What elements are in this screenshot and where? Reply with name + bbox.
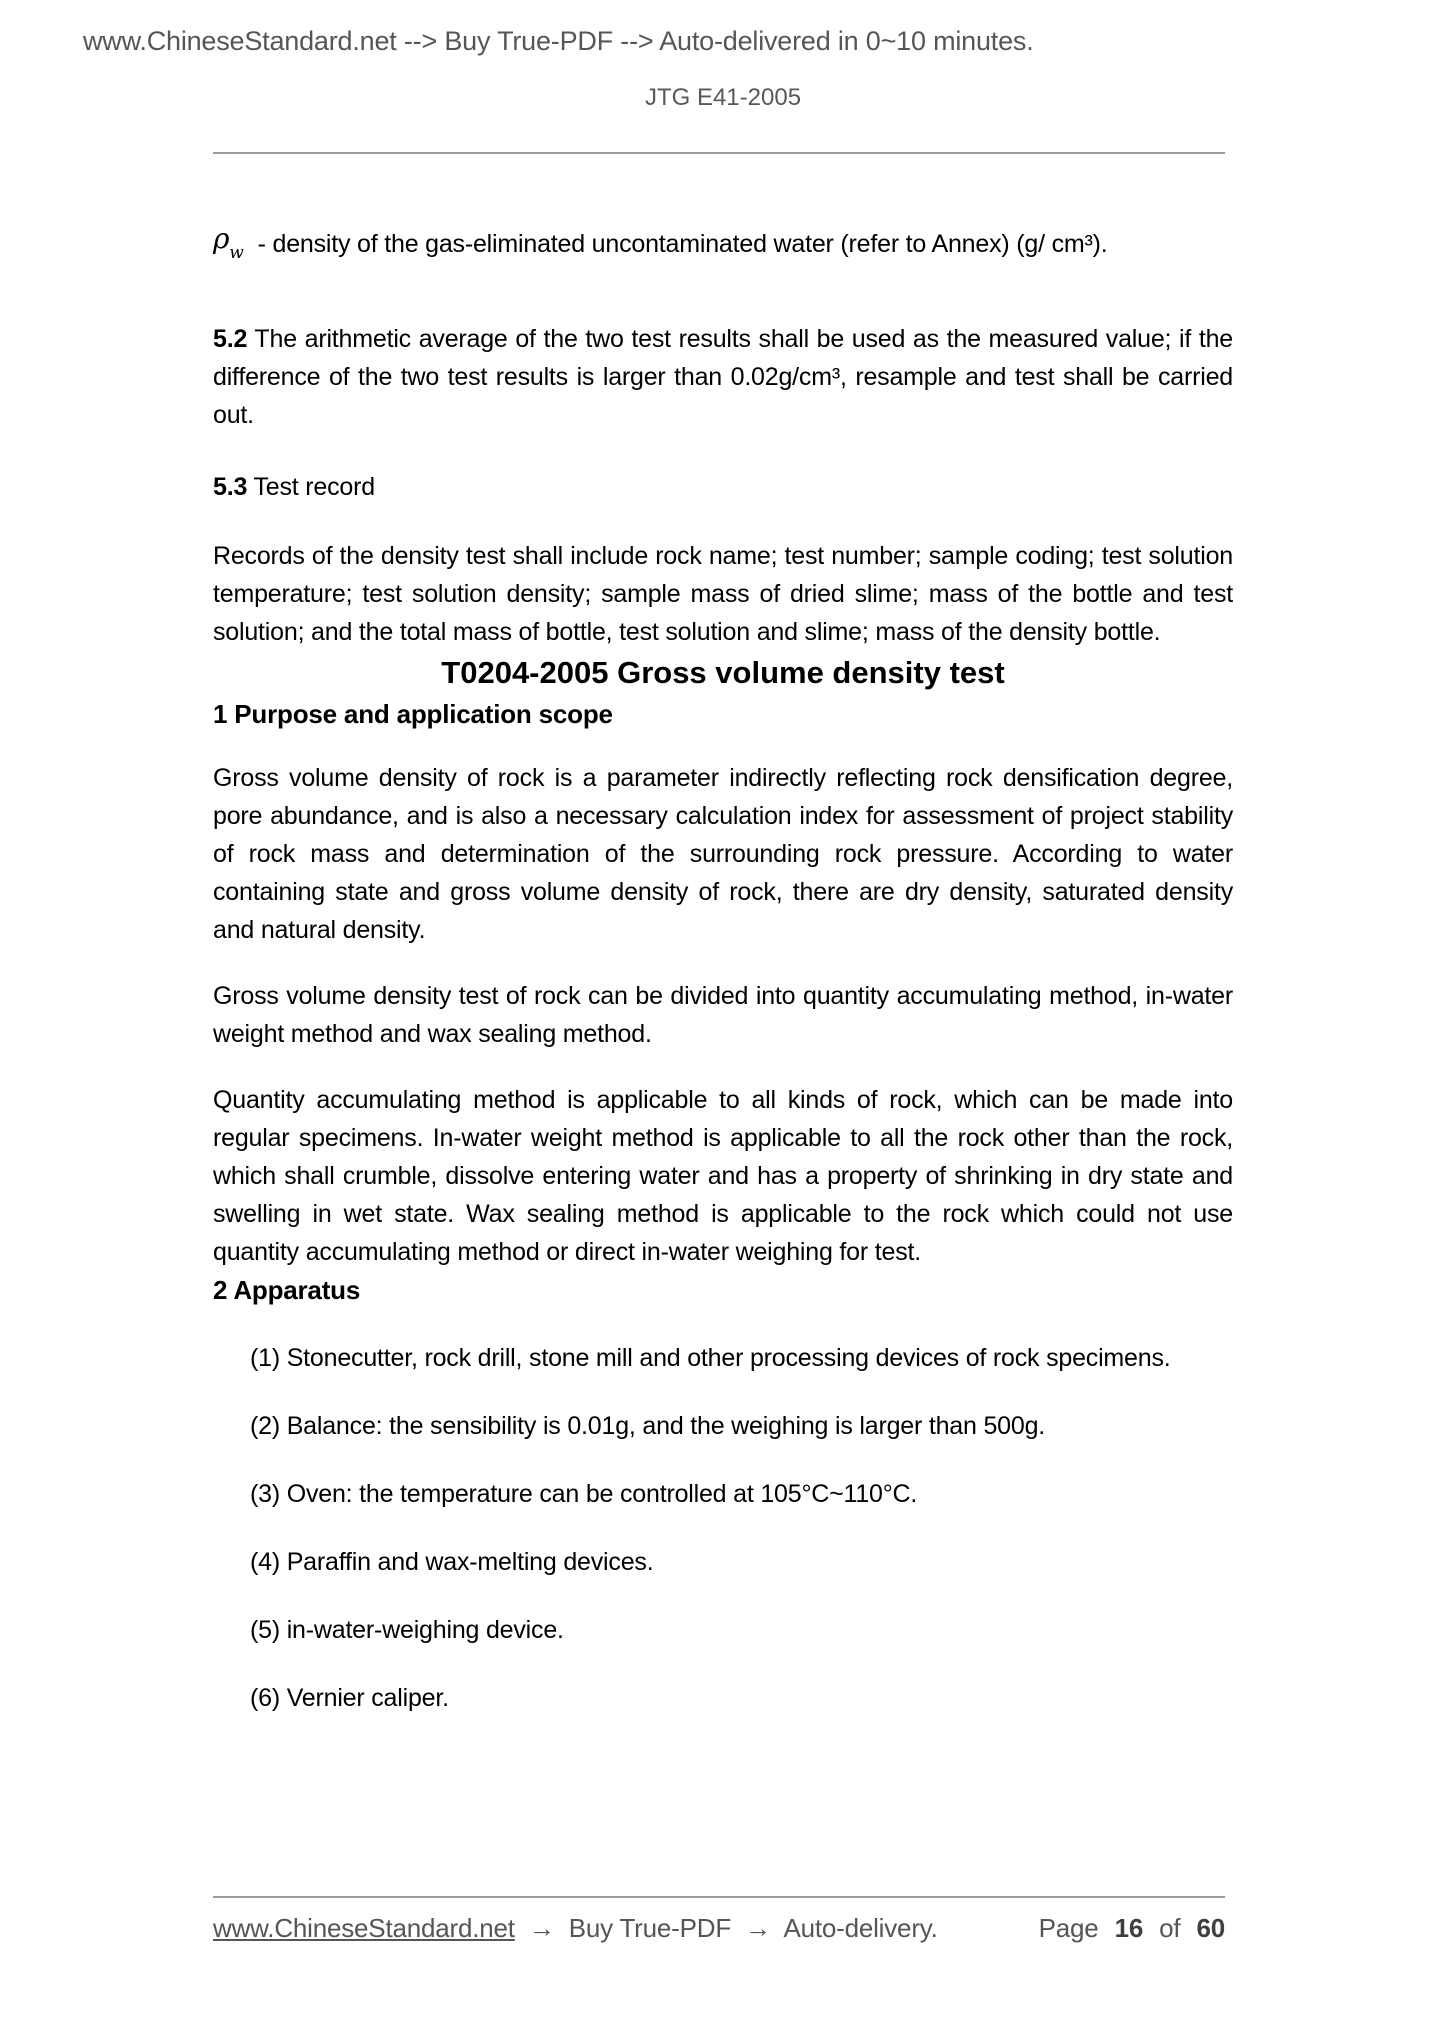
list-item: (5) in-water-weighing device. [250,1616,564,1644]
clause-5-2-paragraph [213,320,1233,434]
page-total: 60 [1196,1913,1225,1943]
list-item: (3) Oven: the temperature can be controlled at 105°C~110°C. [250,1480,918,1508]
purpose-paragraph-1: Gross volume density of rock is a parameter indirectly reflecting rock densification degree, pore abundance, and is also a necessary calculation index for assessment of project stability of rock mass and determination of the surrounding rock pressure. According to water containing state and gross volume density of rock, there are dry density, saturated density and natural density. [213,764,1233,944]
right-arrow-icon: → [528,1913,555,1943]
section-title: T0204-2005 Gross volume density test [441,655,1005,690]
page-current: 16 [1114,1913,1144,1943]
clause-5-3-heading [213,468,1233,506]
clause-5-2-number: 5.2 [213,325,248,353]
header-promo-text: www.ChineseStandard.net --> Buy True-PDF --> Auto-delivered in 0~10 minutes. [83,26,1034,56]
footer [213,1913,1225,1944]
page-label: Page [1038,1913,1099,1943]
apparatus-list [213,1339,1233,1717]
footer-site-link[interactable]: www.ChineseStandard.net [213,1913,515,1943]
document-code: JTG E41-2005 [644,84,802,111]
apparatus-heading: 2 Apparatus [213,1275,361,1305]
clause-5-2-text: The arithmetic average of the two test results shall be used as the measured value; if the difference of the two test results is larger than 0.02g/cm³, resample and test shall be carried out. [213,325,1233,429]
rho-symbol: ρ [213,222,230,255]
list-item: (4) Paraffin and wax-melting devices. [250,1548,654,1576]
list-item: (1) Stonecutter, rock drill, stone mill and other processing devices of rock specimens. [250,1344,1171,1372]
page-of-label: of [1159,1913,1181,1943]
clause-5-3-title: Test record [253,473,375,501]
footer-promo [213,1913,945,1944]
document-body [213,222,1233,1717]
header-divider [213,152,1225,154]
symbol-definition-line [213,222,1233,274]
purpose-paragraph-3: Quantity accumulating method is applicable to all kinds of rock, which can be made into regular specimens. In-water weight method is applicable to all the rock other than the rock, which shall crumble, dissolve entering water and has a property of shrinking in dry state and swelling in wet state. Wax sealing method is applicable to the rock which could not use quantity accumulating method or direct in-water weighing for test. [213,1086,1233,1266]
footer-divider [213,1896,1225,1898]
page-indicator [1030,1913,1225,1944]
footer-action-delivery: Auto-delivery. [783,1913,938,1943]
list-item: (6) Vernier caliper. [250,1684,449,1712]
purpose-paragraph-2: Gross volume density test of rock can be divided into quantity accumulating method, in-water weight method and wax sealing method. [213,982,1233,1048]
clause-5-3-number: 5.3 [213,473,248,501]
rho-definition-text: - density of the gas-eliminated uncontaminated water (refer to Annex) (g/ cm³). [257,230,1108,258]
right-arrow-icon: → [745,1913,771,1943]
rho-subscript: w [229,243,244,263]
footer-action-buy: Buy True-PDF [568,1913,731,1943]
list-item: (2) Balance: the sensibility is 0.01g, and the weighing is larger than 500g. [250,1412,1046,1440]
purpose-heading: 1 Purpose and application scope [213,699,613,729]
records-paragraph: Records of the density test shall include rock name; test number; sample coding; test solution temperature; test solution density; sample mass of dried slime; mass of the bottle and test solution; and the total mass of bottle, test solution and slime; mass of the density bottle. [213,542,1233,646]
